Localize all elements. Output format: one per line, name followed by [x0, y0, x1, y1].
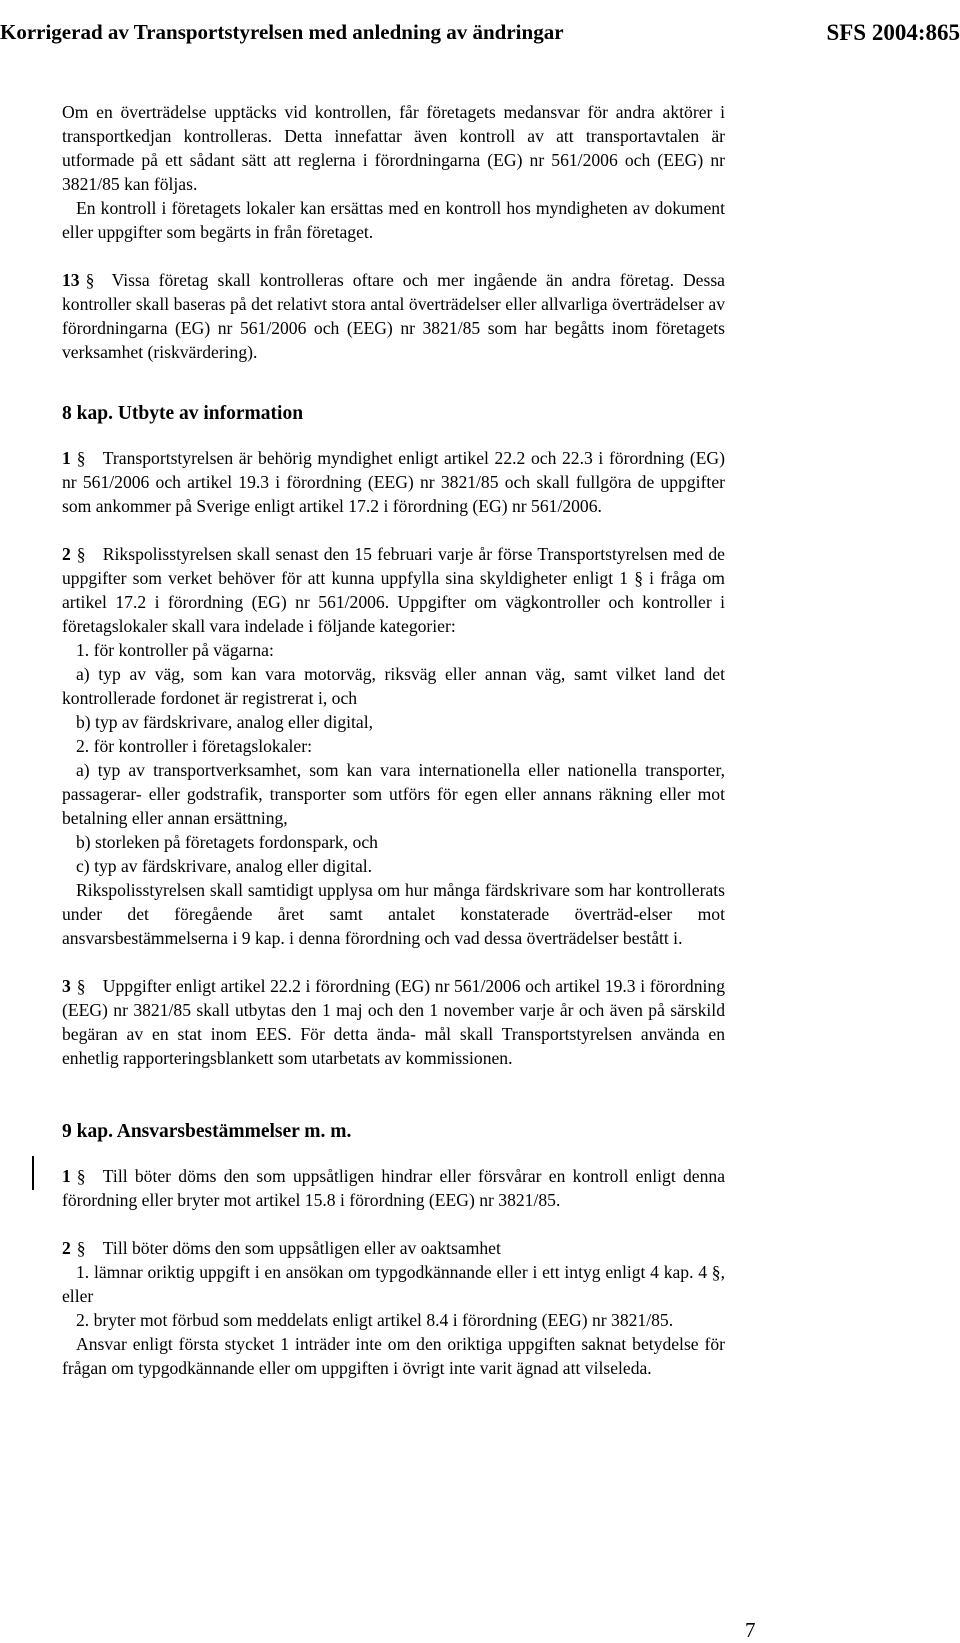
page-number: 7 — [745, 1618, 756, 1642]
list-item: b) storleken på företagets fordonspark, och — [76, 832, 378, 852]
chapter-9-section-2 — [62, 1236, 725, 1260]
section-number: 1 — [62, 448, 71, 468]
page-header — [0, 20, 960, 60]
section-number: 1 — [62, 1166, 71, 1186]
document-body — [62, 100, 725, 1380]
change-bar — [32, 1156, 34, 1190]
section-13 — [62, 268, 725, 364]
section-sign: § — [76, 1238, 86, 1258]
closing-paragraph: Ansvar enligt första stycket 1 inträder inte om den oriktiga uppgiften saknat betydelse för frågan om typgodkännande eller om uppgiften i övrigt inte varit ägnad att vilseleda. — [62, 1334, 725, 1378]
header-title: Korrigerad av Transportstyrelsen med anledning av ändringar — [0, 20, 564, 44]
section-text: Vissa företag skall kontrolleras oftare och mer ingående än andra företag. Dessa kontroller skall baseras på det relativt stora antal överträdelser eller allvarliga överträdelser av förordningarna (EG) nr 561/2006 och (EEG) nr 3821/85 som har begåtts inom företagets verksamhet (riskvärdering). — [62, 270, 725, 362]
chapter-9-heading: 9 kap. Ansvarsbestämmelser m. m. — [62, 1121, 352, 1142]
list-item: a) typ av väg, som kan vara motorväg, riksväg eller annan väg, samt vilket land det kontrollerade fordonet är registrerat i, och — [62, 664, 725, 708]
section-text: Rikspolisstyrelsen skall senast den 15 februari varje år förse Transportstyrelsen med de uppgifter som verket behöver för att kunna uppfylla sina skyldigheter enligt 1 § i fråga om artikel 17.2 i förordning (EG) nr 561/2006. Uppgifter om vägkontroller och kontroller i företagslokaler skall vara indelade i följande kategorier: — [62, 544, 725, 636]
section-text: Till böter döms den som uppsåtligen eller av oaktsamhet — [102, 1238, 501, 1258]
list-item: 1. för kontroller på vägarna: — [76, 640, 274, 660]
list-item: c) typ av färdskrivare, analog eller digital. — [76, 856, 373, 876]
chapter-8-section-2 — [62, 542, 725, 638]
section-sign: § — [76, 1166, 86, 1186]
section-number: 13 — [62, 270, 80, 290]
section-text: Transportstyrelsen är behörig myndighet enligt artikel 22.2 och 22.3 i förordning (EG) nr 561/2006 och artikel 19.3 i förordning (EEG) nr 3821/85 och skall fullgöra de uppgifter som ankommer på Sverige enligt artikel 17.2 i förordning (EG) nr 561/2006. — [62, 448, 725, 516]
section-sign: § — [76, 448, 86, 468]
closing-paragraph: Rikspolisstyrelsen skall samtidigt upplysa om hur många färdskrivare som har kontrollerats under det föregående året samt antalet konstaterade överträd-elser mot ansvarsbestämmelserna i 9 kap. i denna förordning och vad dessa överträdelser bestått i. — [62, 880, 725, 948]
list-item: b) typ av färdskrivare, analog eller digital, — [76, 712, 374, 732]
section-sign: § — [76, 544, 86, 564]
section-number: 2 — [62, 1238, 71, 1258]
section-number: 3 — [62, 976, 71, 996]
list-item: a) typ av transportverksamhet, som kan vara internationella eller nationella transporter, passagerar- eller godstrafik, transporter som utförs för egen eller annans räkning eller mot betalning eller annan ersättning, — [62, 760, 725, 828]
chapter-8-section-3 — [62, 974, 725, 1070]
chapter-8-heading: 8 kap. Utbyte av information — [62, 403, 304, 424]
section-text: Uppgifter enligt artikel 22.2 i förordning (EG) nr 561/2006 och artikel 19.3 i förordning (EEG) nr 3821/85 skall utbytas den 1 maj och den 1 november varje år och även på särskild begäran av en stat inom EES. För detta ända- mål skall Transportstyrelsen använda en enhetlig rapporteringsblankett som utarbetats av kommissionen. — [62, 976, 725, 1068]
list-item: 1. lämnar oriktig uppgift i en ansökan om typgodkännande eller i ett intyg enligt 4 kap. 4 §, eller — [62, 1262, 725, 1306]
section-sign: § — [85, 270, 95, 290]
chapter-8-section-1 — [62, 446, 725, 518]
chapter-9-section-1 — [62, 1164, 725, 1212]
intro-paragraph-1: Om en överträdelse upptäcks vid kontrollen, får företagets medansvar för andra aktörer i transportkedjan kontrolleras. Detta innefattar även kontroll av att transportavtalen är utformade på ett sådant sätt att reglerna i förordningarna (EG) nr 561/2006 och (EEG) nr 3821/85 kan följas. — [62, 102, 725, 194]
intro-paragraph-2: En kontroll i företagets lokaler kan ersättas med en kontroll hos myndigheten av dokument eller uppgifter som begärts in från företaget. — [62, 198, 725, 242]
header-sfs-number: SFS 2004:865 — [826, 20, 960, 45]
list-item: 2. för kontroller i företagslokaler: — [76, 736, 312, 756]
section-text: Till böter döms den som uppsåtligen hindrar eller försvårar en kontroll enligt denna förordning eller bryter mot artikel 15.8 i förordning (EEG) nr 3821/85. — [62, 1166, 725, 1210]
section-number: 2 — [62, 544, 71, 564]
list-item: 2. bryter mot förbud som meddelats enligt artikel 8.4 i förordning (EEG) nr 3821/85. — [76, 1310, 674, 1330]
section-sign: § — [76, 976, 86, 996]
